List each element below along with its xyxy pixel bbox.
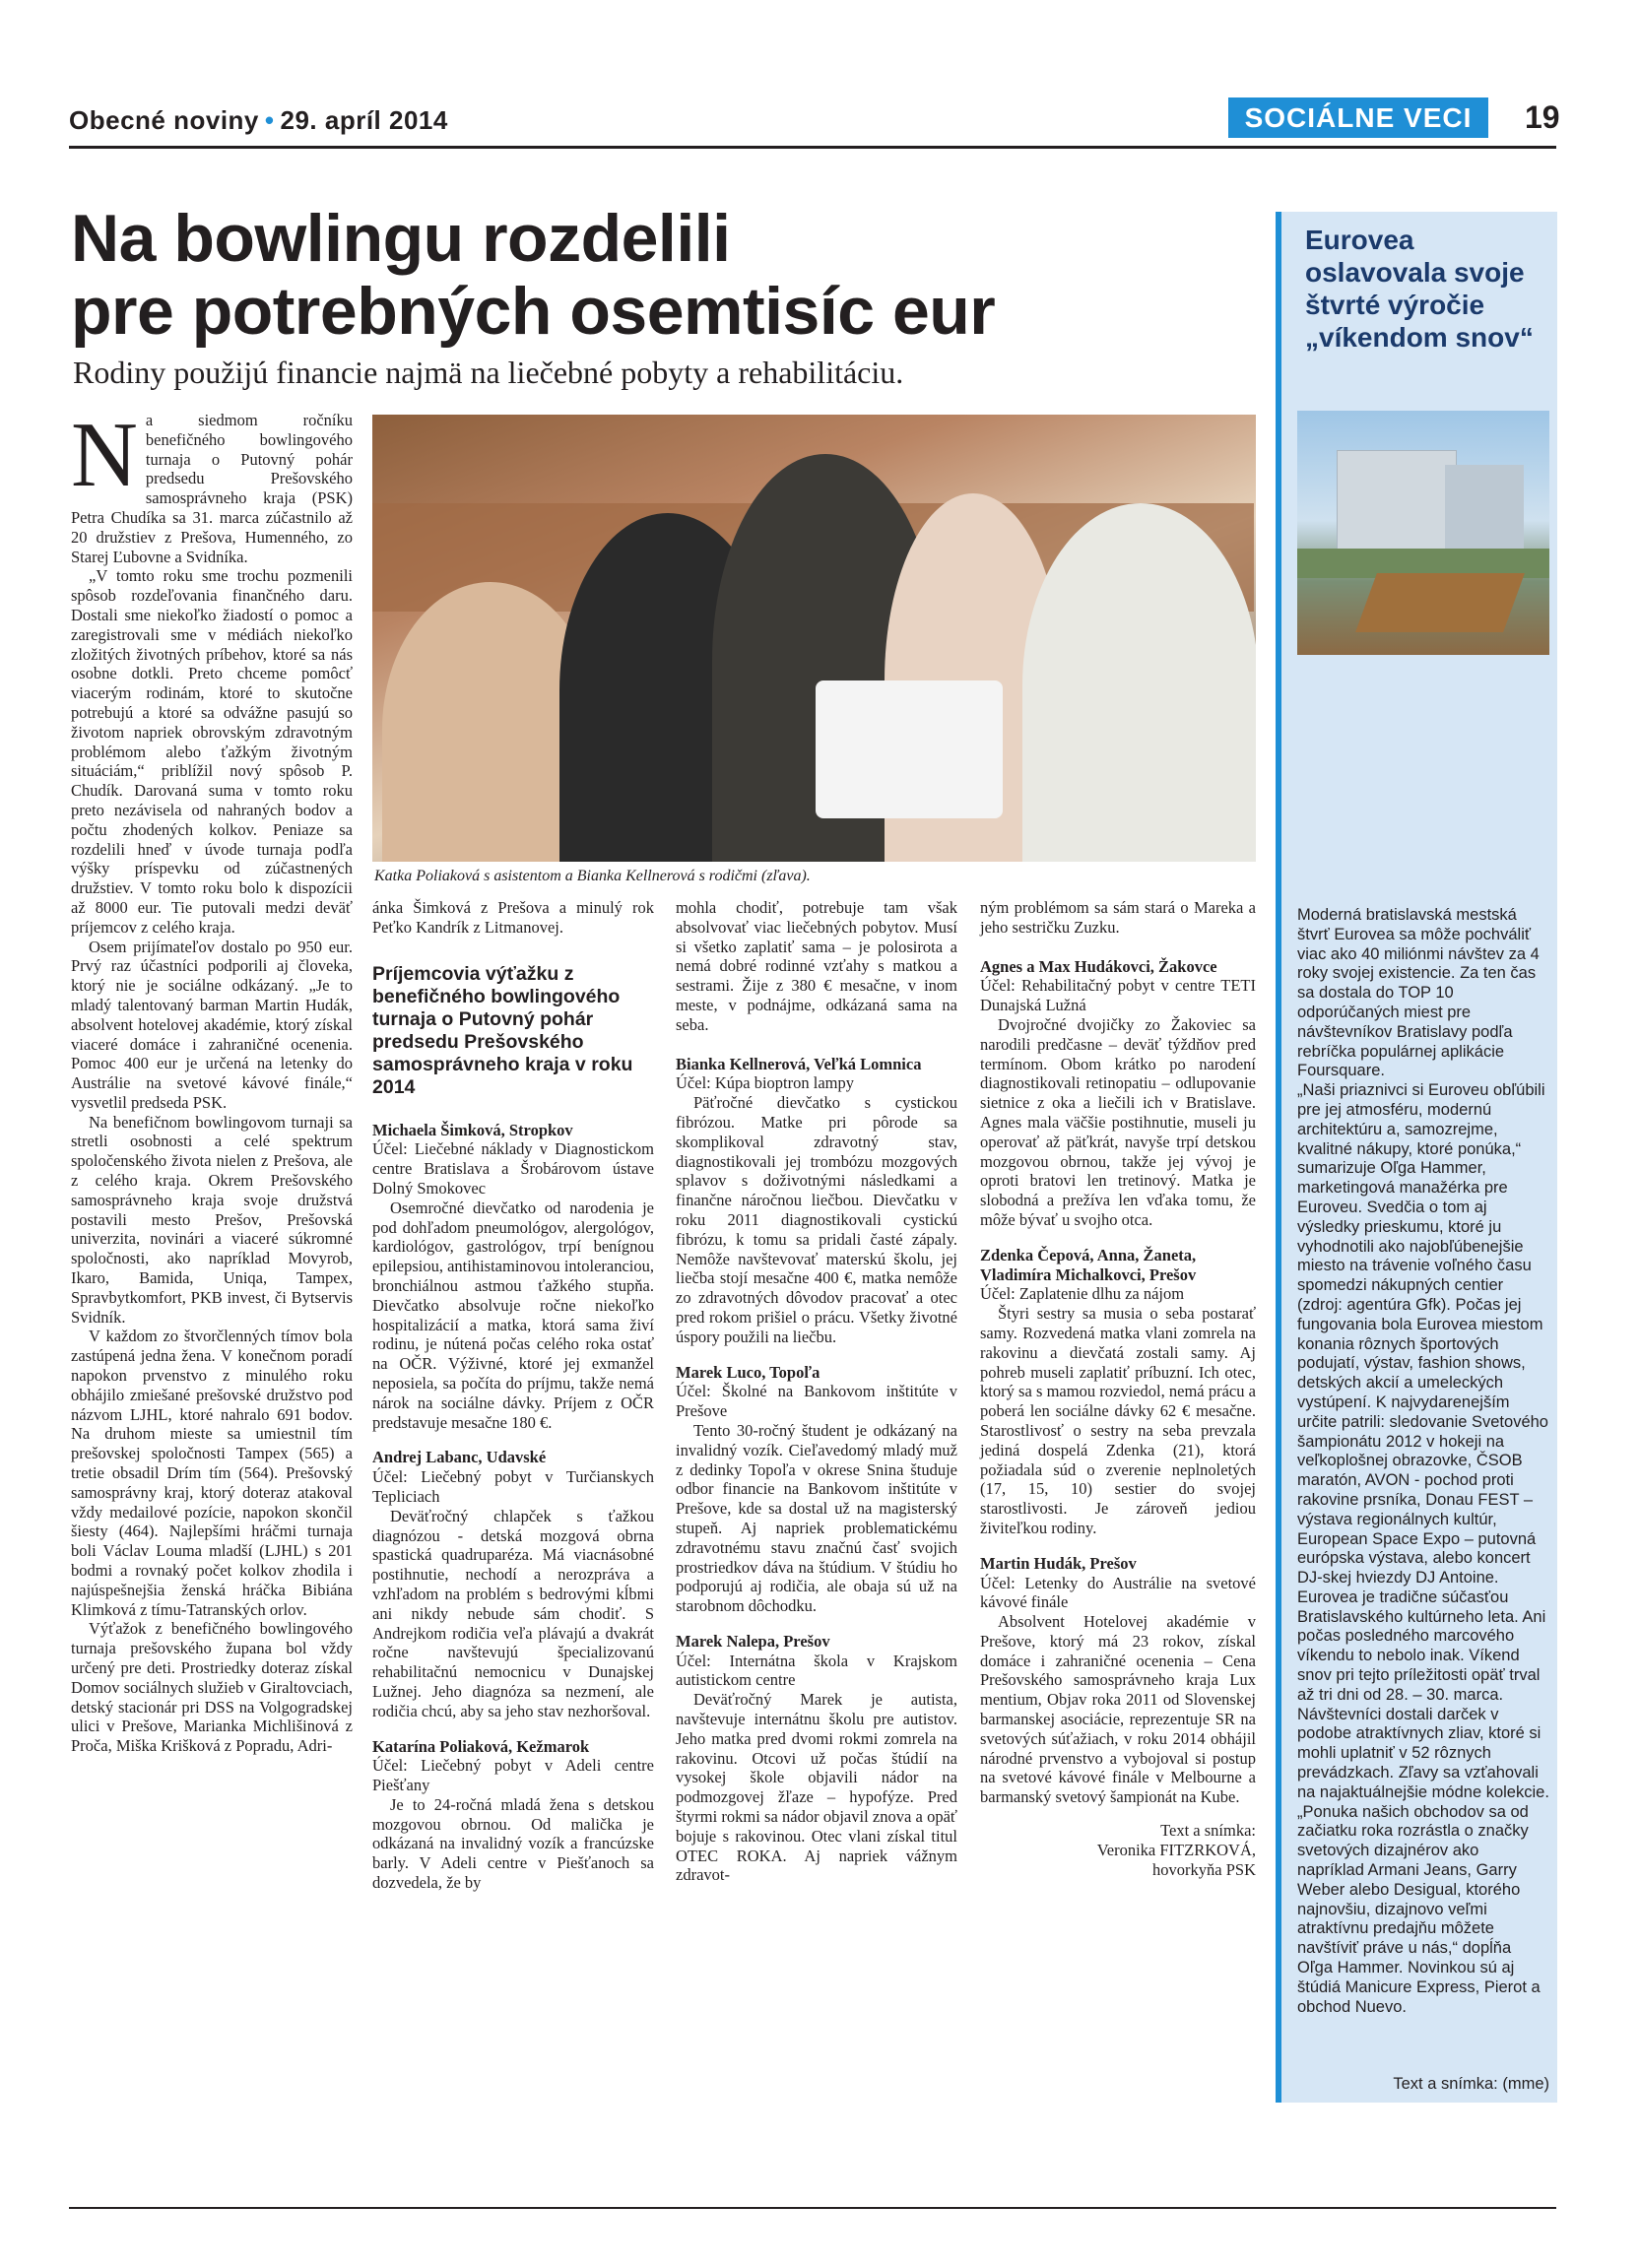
body-paragraph: „V tomto roku sme trochu pozmenili spôsob rozdeľovania finančného daru. Dostali sme niekoľko žiadostí o pomoc a zaregistrovali sme v médiách niekoľko zložitých životných príbehov, ktoré sa nás osobne dotkli. Preto chceme pomôcť viacerým rodinám, ktoré to skutočne potrebujú a ktoré sa odvážne pasujú so životom napriek obrovským zdravotným problémom alebo ťažkým životným situáciám,“ priblížil nový spôsob P. Chudík. Darovaná suma v tomto roku preto nezávisela od nahraných bodov a počtu zhodených kolkov. Peniaze sa rozdelili hneď v úvode turnaja podľa výšky príspevku od zúčastnených družstiev. V tomto roku bolo k dispozícii až 8000 eur. Tie putovali medzi deväť príjemcov z celého kraja.: [71, 566, 353, 937]
article-photo: [372, 415, 1256, 862]
recipient-purpose: Účel: Kúpa bioptron lampy: [676, 1073, 855, 1093]
recipient-name: Andrej Labanc, Udavské: [372, 1448, 547, 1467]
recipient-name: Agnes a Max Hudákovci, Žakovce: [980, 956, 1217, 976]
recipient-name: Katarína Poliaková, Kežmarok: [372, 1736, 590, 1756]
recipient-purpose: Účel: Školné na Bankovom inštitúte v Prešove: [676, 1382, 957, 1421]
drop-cap: N: [71, 404, 138, 506]
recipient-name: Michaela Šimková, Stropkov: [372, 1120, 573, 1139]
recipient-story: Absolvent Hotelovej akadémie v Prešove, ktorý má 23 rokov, získal domáce i zahraničné ocenenia – Cena Prešovského samosprávneho kraja Lux mentium, Objav roka 2011 od Slovenskej barmanskej asociácie, reprezentuje SR na svetových súťažiach, v roku 2014 obhájil národné prvenstvo a vybojoval si postup na svetové kávové finále v Melbourne a barmanský svetový šampionát na Kube.: [980, 1612, 1256, 1807]
article-headline: [71, 202, 1233, 348]
sidebar-paragraph: „Ponuka našich obchodov sa od začiatku roka rozrástla o značky svetových dizajnérov ako napríklad Armani Jeans, Garry Weber alebo Desigual, ktorého najnovšiu, dizajnovo veľmi atraktívnu predajňu môžete navštíviť práve u nás,“ dopĺňa Oľga Hammer. Novinkou sú aj štúdiá Manicure Express, Pierot a obchod Nuevo.: [1297, 1802, 1541, 2016]
sidebar-paragraph: Moderná bratislavská mestská štvrť Eurovea sa môže pochváliť viac ako 40 miliónmi návštev za 4 roky svojej existencie. Za ten čas sa dostala do TOP 10 odporúčaných miest pre návštevníkov Bratislavy podľa rebríčka populárnej aplikácie Foursquare.: [1297, 906, 1540, 1080]
recipient-story: Štyri sestry sa musia o seba postarať samy. Rozvedená matka vlani zomrela na rakovinu a dievčatá zostali samy. Aj pohreb museli zaplatiť príbuzní. Ich otec, ktorý sa s mamou rozviedol, nemá prácu a poberá len sociálne dávky 62 € mesačne. Starostlivosť o sestry na seba prevzala jediná dospelá Zdenka (21), ktorá požiadala súd o zverenie neplnoletých (17, 15, 10) sestier do svojej starostlivosti. Je zároveň jediou živiteľkou rodiny.: [980, 1304, 1256, 1537]
recipient-story: Päťročné dievčatko s cystickou fibrózou. Matke pri pôrode sa skomplikoval zdravotný stav, diagnostikovali jej trombózu mozgových splavov s doživotnými následkami a finančne náročnou liečbou. Dievčatku v roku 2011 diagnostikovali cystickú fibrózu, k tomu sa pridali časté zápaly. Nemôže navštevovať materskú školu, jej liečba stojí mesačne 400 €, matka nemôže zo zdravotných dôvodov pracovať a otec pred rokom prišiel o prácu. Všetky životné úspory použili na liečbu.: [676, 1093, 957, 1346]
recipient-purpose: Účel: Liečebný pobyt v Adeli centre Piešťany: [372, 1756, 654, 1795]
sidebar-paragraph: „Naši priaznivci si Euroveu obľúbili pre jej atmosféru, modernú architektúru a, samozrejme, kvalitné nákupy, ktoré ponúka,“ sumarizuje Oľga Hammer, marketingová manažérka pre Euroveu. Svedčia o tom aj výsledky prieskumu, ktoré ju vyhodnotili ako najobľúbenejšie miesto na trávenie voľného času spomedzi nákupných centier (zdroj: agentúra Gfk). Počas jej fungovania bola Eurovea miestom konania rôznych športových podujatí, výstav, fashion shows, detských akcií a umeleckých vystúpení. K najvydarenejším určite patrili: sledovanie Svetového šampionátu 2012 v hokeji na veľkoplošnej obrazovke, ČSOB maratón, AVON - pochod proti rakovine prsníka, Donau FEST – výstava regionálnych kultúr, European Space Expo – putovná európska výstava, alebo koncert DJ-skej hviezdy DJ Antoine. Eurovea je tradične súčasťou Bratislavského kultúrneho leta. Ani počas posledného marcového víkendu to nebolo inak. Víkend snov pri tejto príležitosti opäť trval až tri dni od 28. – 30. marca. Návštevníci dostali darček v podobe atraktívnych zliav, ktoré si mohli uplatniť v 52 rôznych prevádzkach. Zľavy sa vzťahovali na najaktuálnejšie módne kolekcie.: [1297, 1081, 1549, 1801]
recipient-name: Martin Hudák, Prešov: [980, 1553, 1137, 1573]
body-paragraph: Výťažok z benefičného bowlingového turnaja prešovského župana bol vždy určený pre deti. Prostriedky doteraz získal Domov sociálnych služieb v Giraltovciach, detský stacionár pri DSS na Volgogradskej ulici v Prešove, Marianka Michlišinová z Proča, Miška Krišková z Popradu, Adri-: [71, 1619, 353, 1756]
body-paragraph: ným problémom sa sám stará o Mareka a jeho sestričku Zuzku.: [980, 898, 1256, 937]
recipient-purpose: Účel: Letenky do Austrálie na svetové kávové finále: [980, 1573, 1256, 1612]
header-rule: [69, 146, 1556, 149]
photo-caption: Katka Poliaková s asistentom a Bianka Kellnerová s rodičmi (zľava).: [374, 868, 811, 884]
sidebar-accent-rule: [1276, 212, 1281, 2103]
sidebar-body: [1297, 906, 1549, 2017]
recipient-story: Je to 24-ročná mladá žena s detskou mozgovou obrnou. Od malička je odkázaná na invalidný vozík a francúzske barly. V Adeli centre v Piešťanoch sa dozvedela, že by: [372, 1794, 654, 1893]
recipient-story: Deväťročný Marek je autista, navštevuje internátnu školu pre autistov. Jeho matka pred dvomi rokmi zomrela na rakovinu. Otcovi už počas štúdií na vysokej škole objavili nádor na podmozgovej žľaze – hypofýze. Pred štyrmi rokmi sa nádor objavil znova a opäť bojuje s rakovinou. Otec vlani získal titul OTEC ROKA. Aj napriek vážnym zdravot-: [676, 1690, 957, 1885]
article-column-1: [71, 404, 353, 1756]
article-signature: Text a snímka: Veronika FITZRKOVÁ, hovorkyňa PSK: [1096, 1821, 1256, 1879]
headline-line-2: pre potrebných osemtisíc eur: [71, 274, 996, 349]
sidebar-photo: [1297, 411, 1549, 655]
recipient-name: Zdenka Čepová, Anna, Žaneta, Vladimíra Michalkovci, Prešov: [980, 1245, 1197, 1284]
recipients-box-title: Príjemcovia výťažku z benefičného bowlingového turnaja o Putovný pohár predsedu Prešovského samosprávneho kraja v roku 2014: [372, 962, 633, 1098]
recipient-purpose: Účel: Internátna škola v Krajskom autistickom centre: [676, 1651, 957, 1690]
body-paragraph: mohla chodiť, potrebuje tam však absolvovať viac liečebných pobytov. Musí si všetko zaplatiť sama – je polosirota a nemá dobré rodinné vzťahy s matkou a sestrami. Žije z 380 € mesačne, v inom meste, v podnájme, odkázaná sama na seba.: [676, 898, 957, 1034]
recipient-story: Tento 30-ročný študent je odkázaný na invalidný vozík. Cieľavedomý mladý muž z dedinky Topoľa v okrese Snina študuje odbor financie na Bankovom inštitúte v Prešove, kde sa dostal už na magisterský stupeň. Aj napriek problematickému zdravotnému stavu značnú časť svojich prostriedkov dáva na štúdium. V štúdiu ho podporujú aj rodičia, ale obaja sú už na starobnom dôchodku.: [676, 1420, 957, 1616]
page-number: 19: [1525, 99, 1560, 135]
recipient-story: Osemročné dievčatko od narodenia je pod dohľadom pneumológov, alergológov, kardiológov, gastrológov, trpí benígnou epilepsiou, antihistaminovou intoleranciou, bronchiálnou astmou ťažkého stupňa. Dievčatko absolvuje ročne niekoľko hospitalizácií a matka, ktorá sama živí rodinu, je nútená počas celého roka ostať na OČR. Výživné, ktoré jej exmanžel neposiela, sa počíta do príjmu, takže nemá nárok na sociálne dávky. Príjem z OČR predstavuje mesačne 180 €.: [372, 1198, 654, 1432]
footer-rule: [69, 2207, 1556, 2209]
body-paragraph: V každom zo štvorčlenných tímov bola zastúpená jedna žena. V konečnom poradí napokon prvenstvo z minulého roku obhájilo zmiešané prešovské družstvo pod názvom LJHL, ktoré nahralo 691 bodov. Na druhom mieste sa umiestnil tím prešovskej spoločnosti Tampex (565) a tretie obsadil Drím tím (564). Prešovský samosprávny kraj, ktorý doteraz atakoval vždy medailové pozície, napokon skončil šiesty (464). Najlepšími hráčmi turnaja boli Václav Louma mladší (LJHL) s 201 bodmi a rovnaký počet kolkov zhodila i najúspešnejšia ženská hráčka Bibiána Klimková z tímu-Tatranských orlov.: [71, 1327, 353, 1619]
recipient-name: Marek Nalepa, Prešov: [676, 1631, 830, 1651]
running-header: [69, 105, 448, 136]
section-label: SOCIÁLNE VECI: [1228, 97, 1488, 138]
recipient-purpose: Účel: Rehabilitačný pobyt v centre TETI Dunajská Lužná: [980, 976, 1256, 1015]
recipient-story: Dvojročné dvojičky zo Žakoviec sa narodili predčasne – deväť týždňov pred termínom. Obom krátko po narodení diagnostikovali retinopatiu – odlupovanie sietnice z oka a liečili ich v Bratislave. Agnes mala väčšie postihnutie, museli ju operovať až päťkrát, navyše trpí detskou mozgovou obrnou, takže jej vývoj je oproti bratovi len tretinový. Matka je slobodná a prežíva len vďaka tomu, že môže bývať u svojho otca.: [980, 1014, 1256, 1229]
lead-paragraph: Na siedmom ročníku benefičného bowlingového turnaja o Putovný pohár predsedu Prešovského samosprávneho kraja (PSK) Petra Chudíka sa 31. marca zúčastnilo až 20 družstiev z Prešova, Humenného, zo Starej Ľubovne a Svidníka.: [71, 404, 353, 566]
body-paragraph: ánka Šimková z Prešova a minulý rok Peťko Kandrík z Litmanovej.: [372, 898, 654, 937]
recipient-name: Marek Luco, Topoľa: [676, 1362, 820, 1382]
article-column-3: [676, 898, 957, 1885]
recipient-purpose: Účel: Liečebné náklady v Diagnostickom centre Bratislava a Šrobárovom ústave Dolný Smokovec: [372, 1139, 654, 1198]
article-column-4: [980, 898, 1256, 1879]
sidebar-headline: Eurovea oslavovala svoje štvrté výročie „víkendom snov“: [1305, 225, 1534, 353]
recipient-story: Deväťročný chlapček s ťažkou diagnózou - detská mozgová obrna spastická quadruparéza. Má viacnásobné postihnutie, nechodí a nerozpráva a vzhľadom na problém s bedrovými kĺbmi ani nikdy nebude sám chodiť. S Andrejkom rodičia veľa plávajú a dvakrát ročne navštevujú špecializovanú rehabilitačnú nemocnicu v Dunajskej Lužnej. Jeho diagnóza sa nezmení, ale rodičia chcú, aby sa jeho stav nezhoršoval.: [372, 1506, 654, 1720]
recipient-name: Bianka Kellnerová, Veľká Lomnica: [676, 1054, 922, 1073]
bullet-separator-icon: •: [264, 105, 275, 135]
sidebar-signature: Text a snímka: (mme): [1393, 2075, 1549, 2093]
headline-line-1: Na bowlingu rozdelili: [71, 201, 731, 276]
publication-name: Obecné noviny: [69, 105, 259, 135]
body-paragraph: Osem prijímateľov dostalo po 950 eur. Prvý raz účastníci podporili aj človeka, ktorý nie je sociálne odkázaný. „Je to mladý talentovaný barman Martin Hudák, absolvent hotelovej akadémie, ktorý získal viaceré domáce i zahraničné ocenenia. Pomoc 400 eur je určená na letenky do Austrálie na svetové kávové finále,“ vysvetlil predseda PSK.: [71, 937, 353, 1112]
recipient-purpose: Účel: Liečebný pobyt v Turčianskych Tepliciach: [372, 1467, 654, 1506]
article-column-2: [372, 898, 654, 1893]
recipient-purpose: Účel: Zaplatenie dlhu za nájom: [980, 1284, 1185, 1304]
issue-date: 29. apríl 2014: [280, 105, 448, 135]
body-paragraph: Na benefičnom bowlingovom turnaji sa stretli osobnosti a celé spektrum spoločenského života nielen z Prešova, ale z celého kraja. Okrem Prešovského samosprávneho kraja svoje družstvá postavili mesto Prešov, Prešovská univerzita, novinári a viaceré súkromné spoločnosti, ako napríklad Movyrob, Ikaro, Bamida, Uniqa, Tampex, Spravbytkomfort, PKB invest, či Bytservis Svidník.: [71, 1112, 353, 1327]
article-subhead: Rodiny použijú financie najmä na liečebné pobyty a rehabilitáciu.: [73, 355, 904, 390]
